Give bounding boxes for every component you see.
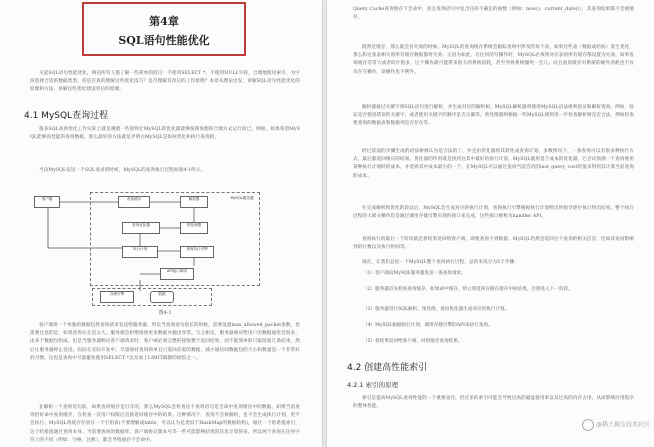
paragraph: 在解析一个查询语句前，如果查询缓存是打开的，那么MySQL会检查这个查询语句是否命中查询缓存中的数据。如果当前查询恰好命中查询缓存，在检查一次用户权限后直接返回缓存中的结果。这种情况下，查询不会被解析，也不会生成执行计划，更不会执行。MySQL将缓存存放在一个引用表(不要理解成table，可以认为是类似于HashMap的数据结构)，通过一个哈希值索引，这个哈希值通过查询本身、当前要查询的数据库、客户端协议版本号等一些可能影响结果的信息计算得来。所以两个查询在任何字符上的不同（例如：空格、注释），都会导致缓存不会命中。 [30, 405, 300, 443]
list-item: （1）客户端向MySQL服务器发送一条查询请求。 [363, 271, 466, 276]
paragraph: 客户端用一个单独的数据包将查询请求发送给服务器，所以当查询语句很长的时候，需要设置max_allowed_packet参数，但需要注意的是，如果查询实在是太大，服务端会拒绝接收更多数据并抛出异常。与之相反，服务器响应给用户的数据通常会很多，由多个数据包组成。但是当服务器响应客户端请求时，客户端必须完整的接收整个返回结果，而不能简单的只取前面几条结果，然后让服务器停止发送。因而在实际开发中，尽量保持查询简单且只返回必需的数据，减小通信间数据包的大小和数量是一个非常好的习惯，这也是查询中尽量避免使用SELECT *以及加上LIMIT限制的原因之一。 [30, 323, 300, 361]
chapter-number: 第4章 [149, 15, 179, 28]
left-page [0, 0, 322, 447]
query-cache-box: 查询缓存 [118, 196, 150, 208]
section-heading-4-2: 4.2 创建高性能索引 [347, 363, 428, 373]
api-call-box: API接口调用 [160, 268, 194, 280]
list-item: （3）服务器进行SQL解析、预处理，再由优化器生成对应的执行计划。 [363, 307, 510, 312]
paragraph: 在完成解析和优化阶段以后，MySQL会生成对应的执行计划，查询执行引擎根据执行计划给出的指令逐步执行得出结果。整个执行过程的大部分操作均是通过调用存储引擎实现的接口来完成，这些接口被称为handler API。 [353, 206, 634, 220]
subsection-heading-4-2-1: 4.2.1 索引的原理 [347, 381, 399, 389]
data-box: 数据 [150, 291, 174, 303]
parser-box: 解析器 [180, 196, 208, 208]
list-item: （2）服务器首先检查查询缓存，如果命中缓存，则立刻返回存储在缓存中的结果。否则进入下一阶段。 [363, 287, 573, 292]
storage-engine-box: 存储引擎 [100, 291, 134, 303]
section-heading-4-1: 4.1 MySQL查询过程 [24, 111, 109, 121]
paragraph: 既然是缓存，那么就会有失效的时候。MySQL的查询缓存系统会跟踪查询中涉及的每个表，如果这些表（数据或结构）发生变化，那么和这张表相关的所有缓存数据都将失效。正因为如此，在任何的写操作时，MySQL必须将对应表的所有缓存都设置为失效。如果查询缓存非常大或者碎片很多，这个操作就可能带来很大的系统消耗，甚至导致系统僵死一会儿。而且查询缓存对系统的额外消耗也不仅仅在写操作，读操作也不例外。 [353, 45, 634, 75]
paragraph: Query Cache查询缓存下会命中，而且查询语句中包含任何不确定的函数（例如：now()、current_date()），其查询结果都不会被缓存。 [353, 7, 634, 21]
paragraph: 查询执行的最后一个阶段就是将结果返回给客户端。即使查询不到数据，MySQL仍然会返回这个查询的相关信息，比如该查询影响到的行数以及执行时间等。 [353, 237, 634, 251]
optimizer-box: 查询优化器 [122, 222, 160, 234]
chapter-title: SQL语句性能优化 [118, 34, 210, 47]
preprocessor-box: 预处理器 [180, 222, 208, 234]
list-item: （5）将结果返回给客户端，同时缓存查询结果。 [363, 339, 463, 344]
paragraph: 现在，让我们总结一下MySQL整个查询执行过程，总的来说分为5个步骤： [362, 260, 519, 265]
client-box: 客户端 [34, 196, 60, 208]
paragraph: 经过前面的步骤生成的语法树被认为是合法的了，并且由优化器将其转化成查询计划。多数情况下，一条查询可以有很多种执行方式，最后都返回相应的结果。优化器的作用就是找到这其中最好的执行计划。MySQL使用基于成本的优化器，它尝试预测一个查询使用某种执行计划时的成本，并选择其中成本最小的一个。在MySQL可以通过查询当前会话的last_query_cost的值来得到其计算当前查询的成本。 [353, 149, 634, 179]
figure-caption: 图4-1 [158, 310, 172, 316]
paragraph: 很多SQL查询优化工作实际上就是遵循一些原则让MySQL的优化器能够按照预想的合理方式运行而已。例如，如果希望MySQL能够高性能的查询数据，那么最好的方法就是弄明白MySQL是如何优化和执行查询的。 [30, 127, 300, 141]
right-page [327, 0, 654, 447]
execution-engine-box: 查询执行引擎 [180, 246, 214, 258]
watermark: @稀土掘金技术社区 [582, 419, 650, 431]
server-label: MySQL服务器 [230, 196, 254, 200]
execution-plan-box: 执行计划 [122, 246, 158, 258]
chapter-intro: 关起SQL语句性能优化，相信所有人都了解一些简单的技巧：不使用SELECT *、不使用NULL字段，合理地使用索引、为字段选择合适的数据类型，你是否真的理解这些优化技巧？是否理解其背后的工作原理？本章从理论出发，讲解SQL语句性能优化的原理和方法，讲解这些优化建设背后的原理。 [30, 71, 300, 93]
community-logo-icon [582, 419, 594, 431]
paragraph: 索引是提高MySQL查询性能的一个重要途径，但过多的索引可能会导致过高的磁盘使用率以及过高的内存占用，从而影响应用程序的整体性能。 [353, 396, 634, 410]
paragraph: 当向MySQL发送一个SQL请求的时候，MySQL的查询执行过程如图4-1所示。 [39, 168, 206, 173]
paragraph: 解析器通过关键字将SQL语句进行解析，并生成对应的解析树。MySQL解析器将使用MySQL语法规则验证和解析查询。例如，验证是否使用错误的关键字，或者使用关键字的顺序是否正确等。预处理器则根据一些MySQL规则进一步检查解析树是否合法，例如检查要查询的数据表和数据列是否存在等。 [353, 105, 634, 127]
list-item: （4）MySQL根据执行计划，调用存储引擎的API来执行查询。 [363, 323, 493, 328]
